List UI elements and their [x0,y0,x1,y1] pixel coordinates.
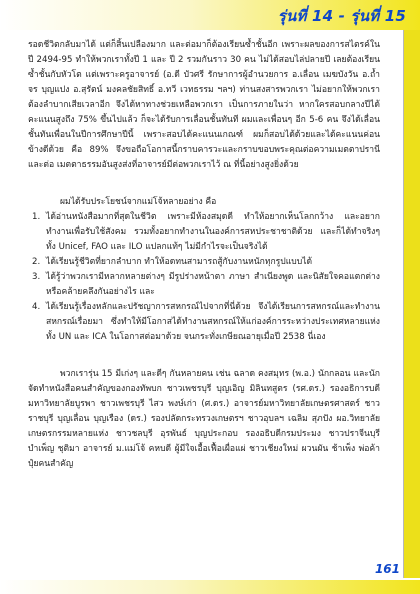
list-item-text: ได้รู้ว่าพวกเรามีหลากหลายต่างๆ มีรูปร่างหน้าตา ภาษา สำเนียงพูด และนิสัยใจคอแตกต่างหรือคล้ายคลึงกันอย่างไร และ [46,272,380,297]
list-item [28,300,380,345]
page-number: 161 [374,562,400,576]
page-body [28,38,380,472]
paragraph-intro: รอดชีวิตกลับมาได้ แต่ก็สิ้นเปลืองมาก และต่อมาก็ต้องเรียนซ้ำชั้นอีก เพราะผลของการสไตรค์ในปี 2494-95 ทำให้พวกเราทั้งปี 1 และ ปี 2 รวมกันราว 30 คน ไม่ได้สอบไล่ปลายปี เลยต้องเรียนซ้ำชั้นกับหัวโต แต่เพราะครูอาจารย์ (อ.ดี บัวศรี รักษาการผู้อำนวยการ อ.เลื่อน เมฆบังวัน อ.ถ้ำจร บุญแปง อ.สุรัตน์ มงคลชัยสิทธิ์ อ.ทวี เวทธรรม ฯลฯ) ท่านสงสารพวกเรา ไม่อยากให้พวกเราต้องลำบากเสียเวลาอีก จึงได้หาทางช่วยเหลือพวกเรา เป็นการภายในว่า หากใครสอบกลางปีได้คะแนนสูงถึง 75% ขึ้นไปแล้ว ก็จะได้รับการเลื่อนชั้นทันที ผมและเพื่อนๆ อีก 5-6 คน จึงได้เลื่อนชั้นทันเพื่อนในปีการศึกษาปีนี้ เพราะสอบได้คะแนนเกณฑ์ ผมก็สอบได้ด้วยและได้คะแนนค่อนข้างดีด้วย คือ 89% จึงขอถือโอกาสนี้กราบคารวะและกราบขอบพระคุณต่อความเมตตาปรานี และต่อ เมตตาธรรมอันสูงส่งที่อาจารย์มีต่อพวกเราไว้ ณ ที่นี้อย่างสูงยิ่งด้วย [28,40,380,170]
paragraph-benefits-lead: ผมได้รับประโยชน์จากแม่โจ้หลายอย่าง คือ [60,197,217,207]
list-item-text: ได้เรียนรู้เรื่องหลักและปรัชญาการสหกรณ์ไปจากที่นี่ด้วย จึงได้เรียนการสหกรณ์และทำงานสหกรณ์เรื่อยมา ซึ่งทำให้มีโอกาสได้ทำงานสหกรณ์ให้แก่องค์การระหว่างประเทศหลายแห่ง ทั้ง UN และ ICA ในโอกาสต่อมาด้วย จนกระทั่งเกษียณอายุเมื่อปี 2538 นี่เอง [46,302,380,342]
list-item-number: 2. [32,257,41,267]
header-bar [0,0,420,30]
list-item [28,270,380,300]
page-header-title: รุ่นที่ 14 - รุ่นที่ 15 [277,7,406,25]
side-decoration-strip [404,30,420,578]
list-item-text: ได้อ่านหนังสือมากที่สุดในชีวิต เพราะมีห้องสมุดดี ทำให้อยากเห็นโลกกว้าง และอยากทำงานเพื่อรับใช้สังคม รวมทั้งอยากทำงานในองค์การสหประชาชาติด้วย และก็ได้ทำจริงๆ ทั้ง Unicef, FAO และ ILO แปลกแท้ๆ ไม่มีกำไรจะเป็นจริงได้ [46,212,380,252]
list-item [28,210,380,255]
footer-bar [0,580,420,594]
paragraph-classmates: พวกเรารุ่น 15 มีเก่งๆ และดีๆ กันหลายคน เช่น ฉลาด คงสมุทร (พ.อ.) นักกลอน และนักจัดทำหนังสือคนสำคัญของกองทัพบก ชาวเพชรบุรี บุญเอิญ มิลินทสูตร (รศ.ดร.) รองอธิการบดี มหาวิทยาลัยบูรพา ชาวเพชรบุรี ไสว พงษ์เก่า (ศ.ดร.) อาจารย์มหาวิทยาลัยเกษตรศาสตร์ ชาวราชบุรี บุญเลื่อน บุญเรือง (ดร.) รองปลัดกระทรวงเกษตรฯ ชาวอุบลฯ เฉลิม สุภปัง ผอ.วิทยาลัยเกษตรกรรมหลายแห่ง ชาวชลบุรี อุรพันธ์ บุญประกอบ รองอธิบดีกรมประมง ชาวปราจีนบุรี บำเพ็ญ ชุติมา อาจารย์ ม.แม่โจ้ คหบดี ผู้มีใจเอื้อเฟื้อเผื่อแผ่ ชาวเชียงใหม่ ผวนผัน ช้าเพ็ง พ่อค้าปุ๋ยคนสำคัญ [28,369,380,469]
list-item-number: 4. [32,302,41,312]
benefits-list [28,210,380,345]
list-item-number: 1. [32,212,41,222]
list-item-text: ได้เรียนรู้ชีวิตที่ยากลำบาก ทำให้อดทนสามารถสู้กับงานหนักทุกรูปแบบได้ [46,257,313,267]
list-item-number: 3. [32,272,41,282]
list-item [28,255,380,270]
